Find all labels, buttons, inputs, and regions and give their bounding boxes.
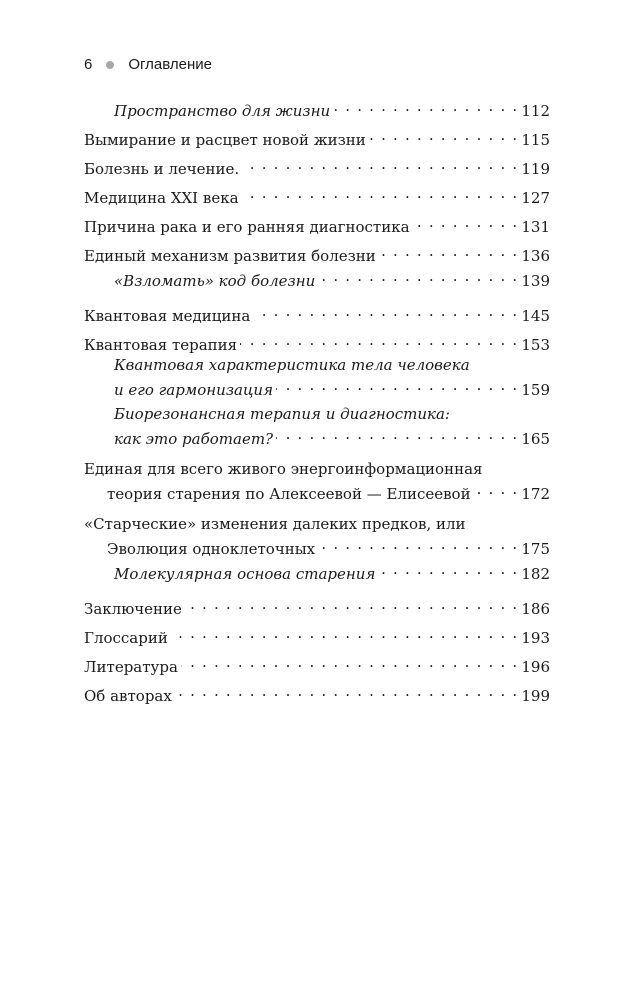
toc-entry[interactable] [84,594,550,619]
toc-entry-title: «Взломать» код болезни [114,272,316,290]
leader-dots [181,652,518,672]
toc-entry-title-line2: и его гармонизация [114,381,274,399]
leader-dots [276,424,518,444]
toc-entry[interactable] [84,266,550,291]
toc-entry-page: 165 [521,430,550,448]
toc-entry-title-line1: Квантовая характеристика тела человека [114,356,470,374]
leader-dots [318,266,518,286]
toc-entry-title: Болезнь и лечение. [84,160,240,178]
table-of-contents [84,96,550,706]
leader-dots [413,212,519,232]
toc-entry-page: 153 [521,336,550,354]
leader-dots [379,241,519,261]
toc-entry[interactable] [84,623,550,648]
toc-entry[interactable] [84,514,550,559]
toc-entry-page: 136 [521,247,550,265]
toc-entry[interactable] [84,212,550,237]
leader-dots [318,534,518,554]
toc-entry-page: 159 [521,381,550,399]
leader-dots [253,301,518,321]
toc-entry-title: Молекулярная основа старения [114,565,376,583]
toc-entry-page: 145 [521,307,550,325]
toc-entry-page: 119 [521,160,550,178]
toc-entry-page: 186 [521,600,550,618]
toc-entry-page: 115 [521,131,550,149]
leader-dots [185,594,518,614]
toc-entry[interactable] [84,681,550,706]
toc-entry-page: 193 [521,629,550,647]
toc-entry[interactable] [84,355,550,400]
toc-entry-title: Причина рака и его ранняя диагностика [84,218,410,236]
toc-entry-title: Литература [84,658,178,676]
toc-entry-title: Квантовая медицина [84,307,251,325]
toc-entry-title-line1: «Старческие» изменения далеких предков, или [84,515,466,533]
toc-entry-title-line2: теория старения по Алексеевой — Елисеевой [107,485,471,503]
toc-entry[interactable] [84,459,550,504]
toc-entry[interactable] [84,330,550,355]
running-head [84,56,212,73]
toc-entry-page: 199 [521,687,550,705]
toc-entry-page: 182 [521,565,550,583]
leader-dots [171,623,519,643]
toc-entry-title: Глоссарий [84,629,168,647]
toc-entry-page: 175 [521,540,550,558]
toc-entry-title: Пространство для жизни [114,102,331,120]
toc-entry[interactable] [84,301,550,326]
toc-entry-title-line1: Биорезонансная терапия и диагностика: [114,405,450,423]
toc-entry[interactable] [84,125,550,150]
leader-dots [378,559,518,579]
toc-entry-title-line2: как это работает? [114,430,274,448]
toc-entry[interactable] [84,404,550,449]
toc-entry-page: 172 [521,485,550,503]
toc-entry-page: 196 [521,658,550,676]
toc-entry-title: Заключение [84,600,182,618]
leader-dots [474,479,519,499]
toc-entry[interactable] [84,154,550,179]
toc-entry-title: Медицина XXI века [84,189,239,207]
leader-dots [276,375,518,395]
leader-dots [242,183,519,203]
toc-entry-title: Вымирание и расцвет новой жизни [84,131,366,149]
toc-entry[interactable] [84,96,550,121]
section-title: Оглавление [128,56,212,73]
toc-entry-title-line2: Эволюция одноклеточных [107,540,316,558]
toc-entry[interactable] [84,183,550,208]
bullet-dot-icon [106,61,114,69]
toc-entry-title-line1: Единая для всего живого энергоинформационная [84,460,483,478]
leader-dots [333,96,518,116]
toc-entry-title: Квантовая терапия [84,336,238,354]
toc-entry[interactable] [84,559,550,584]
toc-entry-title: Об авторах [84,687,172,705]
toc-entry-page: 139 [521,272,550,290]
toc-entry-page: 131 [521,218,550,236]
leader-dots [242,154,518,174]
toc-entry-page: 127 [521,189,550,207]
leader-dots [175,681,519,701]
page-number: 6 [84,56,93,73]
leader-dots [240,330,518,350]
toc-entry[interactable] [84,652,550,677]
toc-entry-title: Единый механизм развития болезни [84,247,376,265]
leader-dots [369,125,519,145]
toc-entry[interactable] [84,241,550,266]
toc-entry-page: 112 [521,102,550,120]
